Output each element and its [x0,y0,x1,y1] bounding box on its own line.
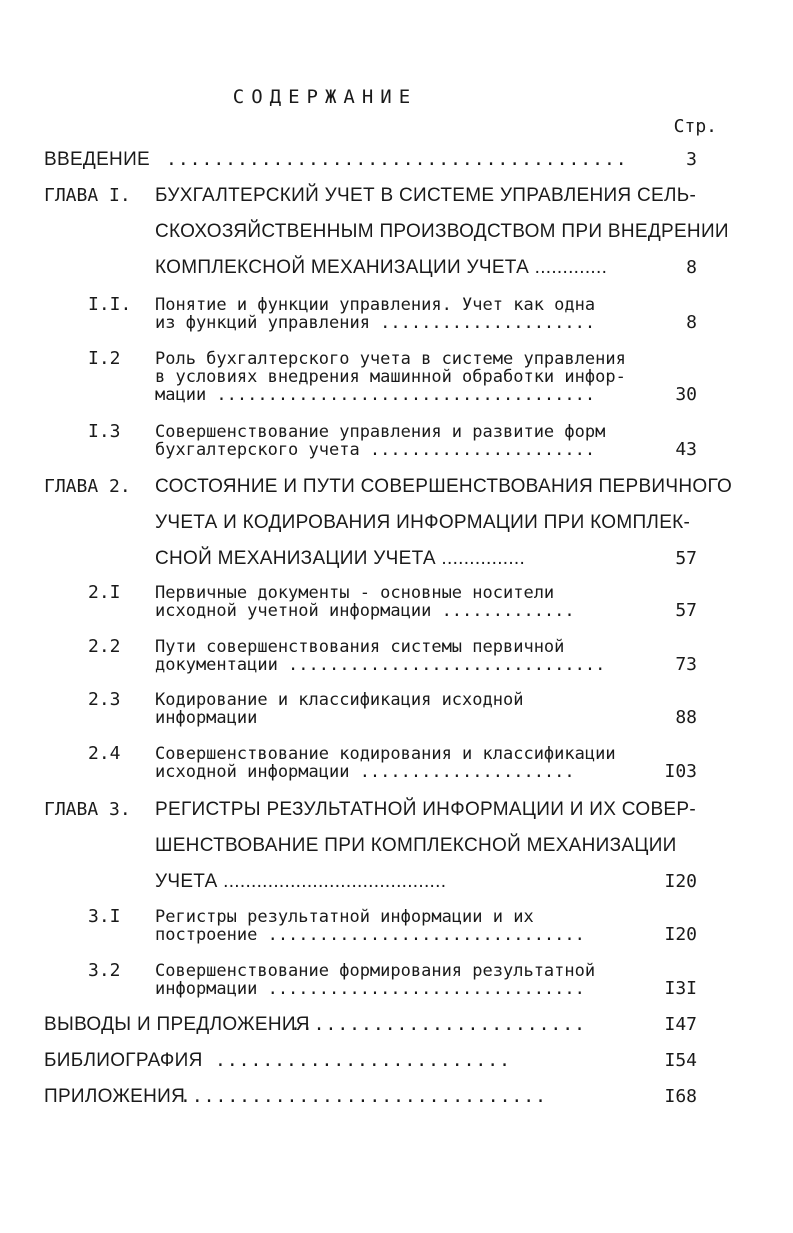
toc-line: РЕГИСТРЫ РЕЗУЛЬТАТНОЙ ИНФОРМАЦИИ И ИХ СОВЕР- [155,799,697,820]
toc-line: исходной учетной информации ............. [155,601,575,621]
toc-page-number: 8 [686,312,697,333]
toc-line: СКОХОЗЯЙСТВЕННЫМ ПРОИЗВОДСТВОМ ПРИ ВНЕДРЕНИИ [155,221,729,242]
toc-page-number: I47 [664,1014,697,1035]
toc-label: I.I. [88,294,132,315]
toc-entry-chapter-2 [0,477,793,577]
toc-page-number: 8 [686,257,697,278]
toc-entry-1-1 [0,296,793,336]
toc-line: СОСТОЯНИЕ И ПУТИ СОВЕРШЕНСТВОВАНИЯ ПЕРВИЧНОГО [155,476,733,497]
toc-page-number: I03 [664,761,697,782]
toc-line: информации ............................... [155,979,585,999]
toc-label: ГЛАВА I. [44,185,131,206]
toc-leader: ......................... [290,1014,586,1035]
toc-line: КОМПЛЕКСНОЙ МЕХАНИЗАЦИИ УЧЕТА ............. [155,257,608,278]
toc-page-number: 3 [686,149,697,170]
toc-line: Роль бухгалтерского учета в системе управления [155,349,626,369]
toc-line: Пути совершенствования системы первичной [155,637,565,657]
toc-entry-3-2 [0,962,793,1002]
toc-entry-chapter-3 [0,800,793,900]
page-column-header: Стр. [673,116,717,137]
toc-line: Совершенствование кодирования и классификации [155,744,616,764]
toc-line: из функций управления ..................... [155,313,596,333]
toc-leader: ......................... [215,1050,511,1071]
toc-label: ВВЕДЕНИЕ [44,149,151,170]
toc-line: Совершенствование управления и развитие форм [155,422,606,442]
toc-line: документации ............................... [155,655,606,675]
toc-label: 3.2 [88,960,121,981]
toc-entry-1-2 [0,350,793,410]
toc-label: ГЛАВА 3. [44,799,131,820]
toc-line: в условиях внедрения машинной обработки инфор- [155,367,626,387]
toc-line: Совершенствование формирования результатной [155,961,596,981]
toc-entry-2-2 [0,638,793,678]
toc-entry-2-4 [0,745,793,785]
toc-leader: ....................................... [166,149,628,170]
toc-line: Регистры результатной информации и их [155,907,534,927]
toc-page-number: I20 [664,871,697,892]
toc-entry-1-3 [0,423,793,463]
toc-label: ВЫВОДЫ И ПРЕДЛОЖЕНИЯ [44,1014,310,1035]
toc-label: 3.I [88,906,121,927]
toc-page-number: 30 [675,384,697,405]
toc-line: Первичные документы - основные носители [155,583,555,603]
toc-line: ШЕНСТВОВАНИЕ ПРИ КОМПЛЕКСНОЙ МЕХАНИЗАЦИИ [155,835,677,856]
toc-entry-3-1 [0,908,793,948]
toc-page-number: I54 [664,1050,697,1071]
toc-page-number: I68 [664,1086,697,1107]
toc-page-number: I3I [664,978,697,999]
toc-page-number: 88 [675,707,697,728]
toc-label: ПРИЛОЖЕНИЯ [44,1086,186,1107]
toc-entry-2-3 [0,691,793,731]
toc-label: 2.4 [88,743,121,764]
toc-line: бухгалтерского учета ...................... [155,440,596,460]
toc-label: I.2 [88,348,121,369]
toc-line: УЧЕТА ........................................ [155,871,447,892]
toc-line: исходной информации ..................... [155,762,575,782]
toc-label: ГЛАВА 2. [44,476,131,497]
toc-label: БИБЛИОГРАФИЯ [44,1050,203,1071]
toc-label: 2.2 [88,636,121,657]
toc-line: СНОЙ МЕХАНИЗАЦИИ УЧЕТА ............... [155,548,526,569]
page-title: СОДЕРЖАНИЕ [232,86,418,108]
toc-line: информации [155,708,258,728]
toc-page-number: 73 [675,654,697,675]
toc-page-number: I20 [664,924,697,945]
toc-line: Понятие и функции управления. Учет как одна [155,295,596,315]
toc-line: мации ..................................... [155,385,596,405]
toc-leader: ............................... [180,1086,547,1107]
toc-line: БУХГАЛТЕРСКИЙ УЧЕТ В СИСТЕМЕ УПРАВЛЕНИЯ СЕЛЬ- [155,185,697,206]
toc-label: 2.I [88,582,121,603]
toc-entry-chapter-1 [0,186,793,286]
toc-label: 2.3 [88,689,121,710]
toc-line: Кодирование и классификация исходной [155,690,524,710]
toc-page-number: 57 [675,600,697,621]
toc-label: I.3 [88,421,121,442]
toc-entry-2-1 [0,584,793,624]
toc-line: построение ............................... [155,925,585,945]
toc-page-number: 43 [675,439,697,460]
toc-page-number: 57 [675,548,697,569]
toc-line: УЧЕТА И КОДИРОВАНИЯ ИНФОРМАЦИИ ПРИ КОМПЛЕК- [155,512,691,533]
